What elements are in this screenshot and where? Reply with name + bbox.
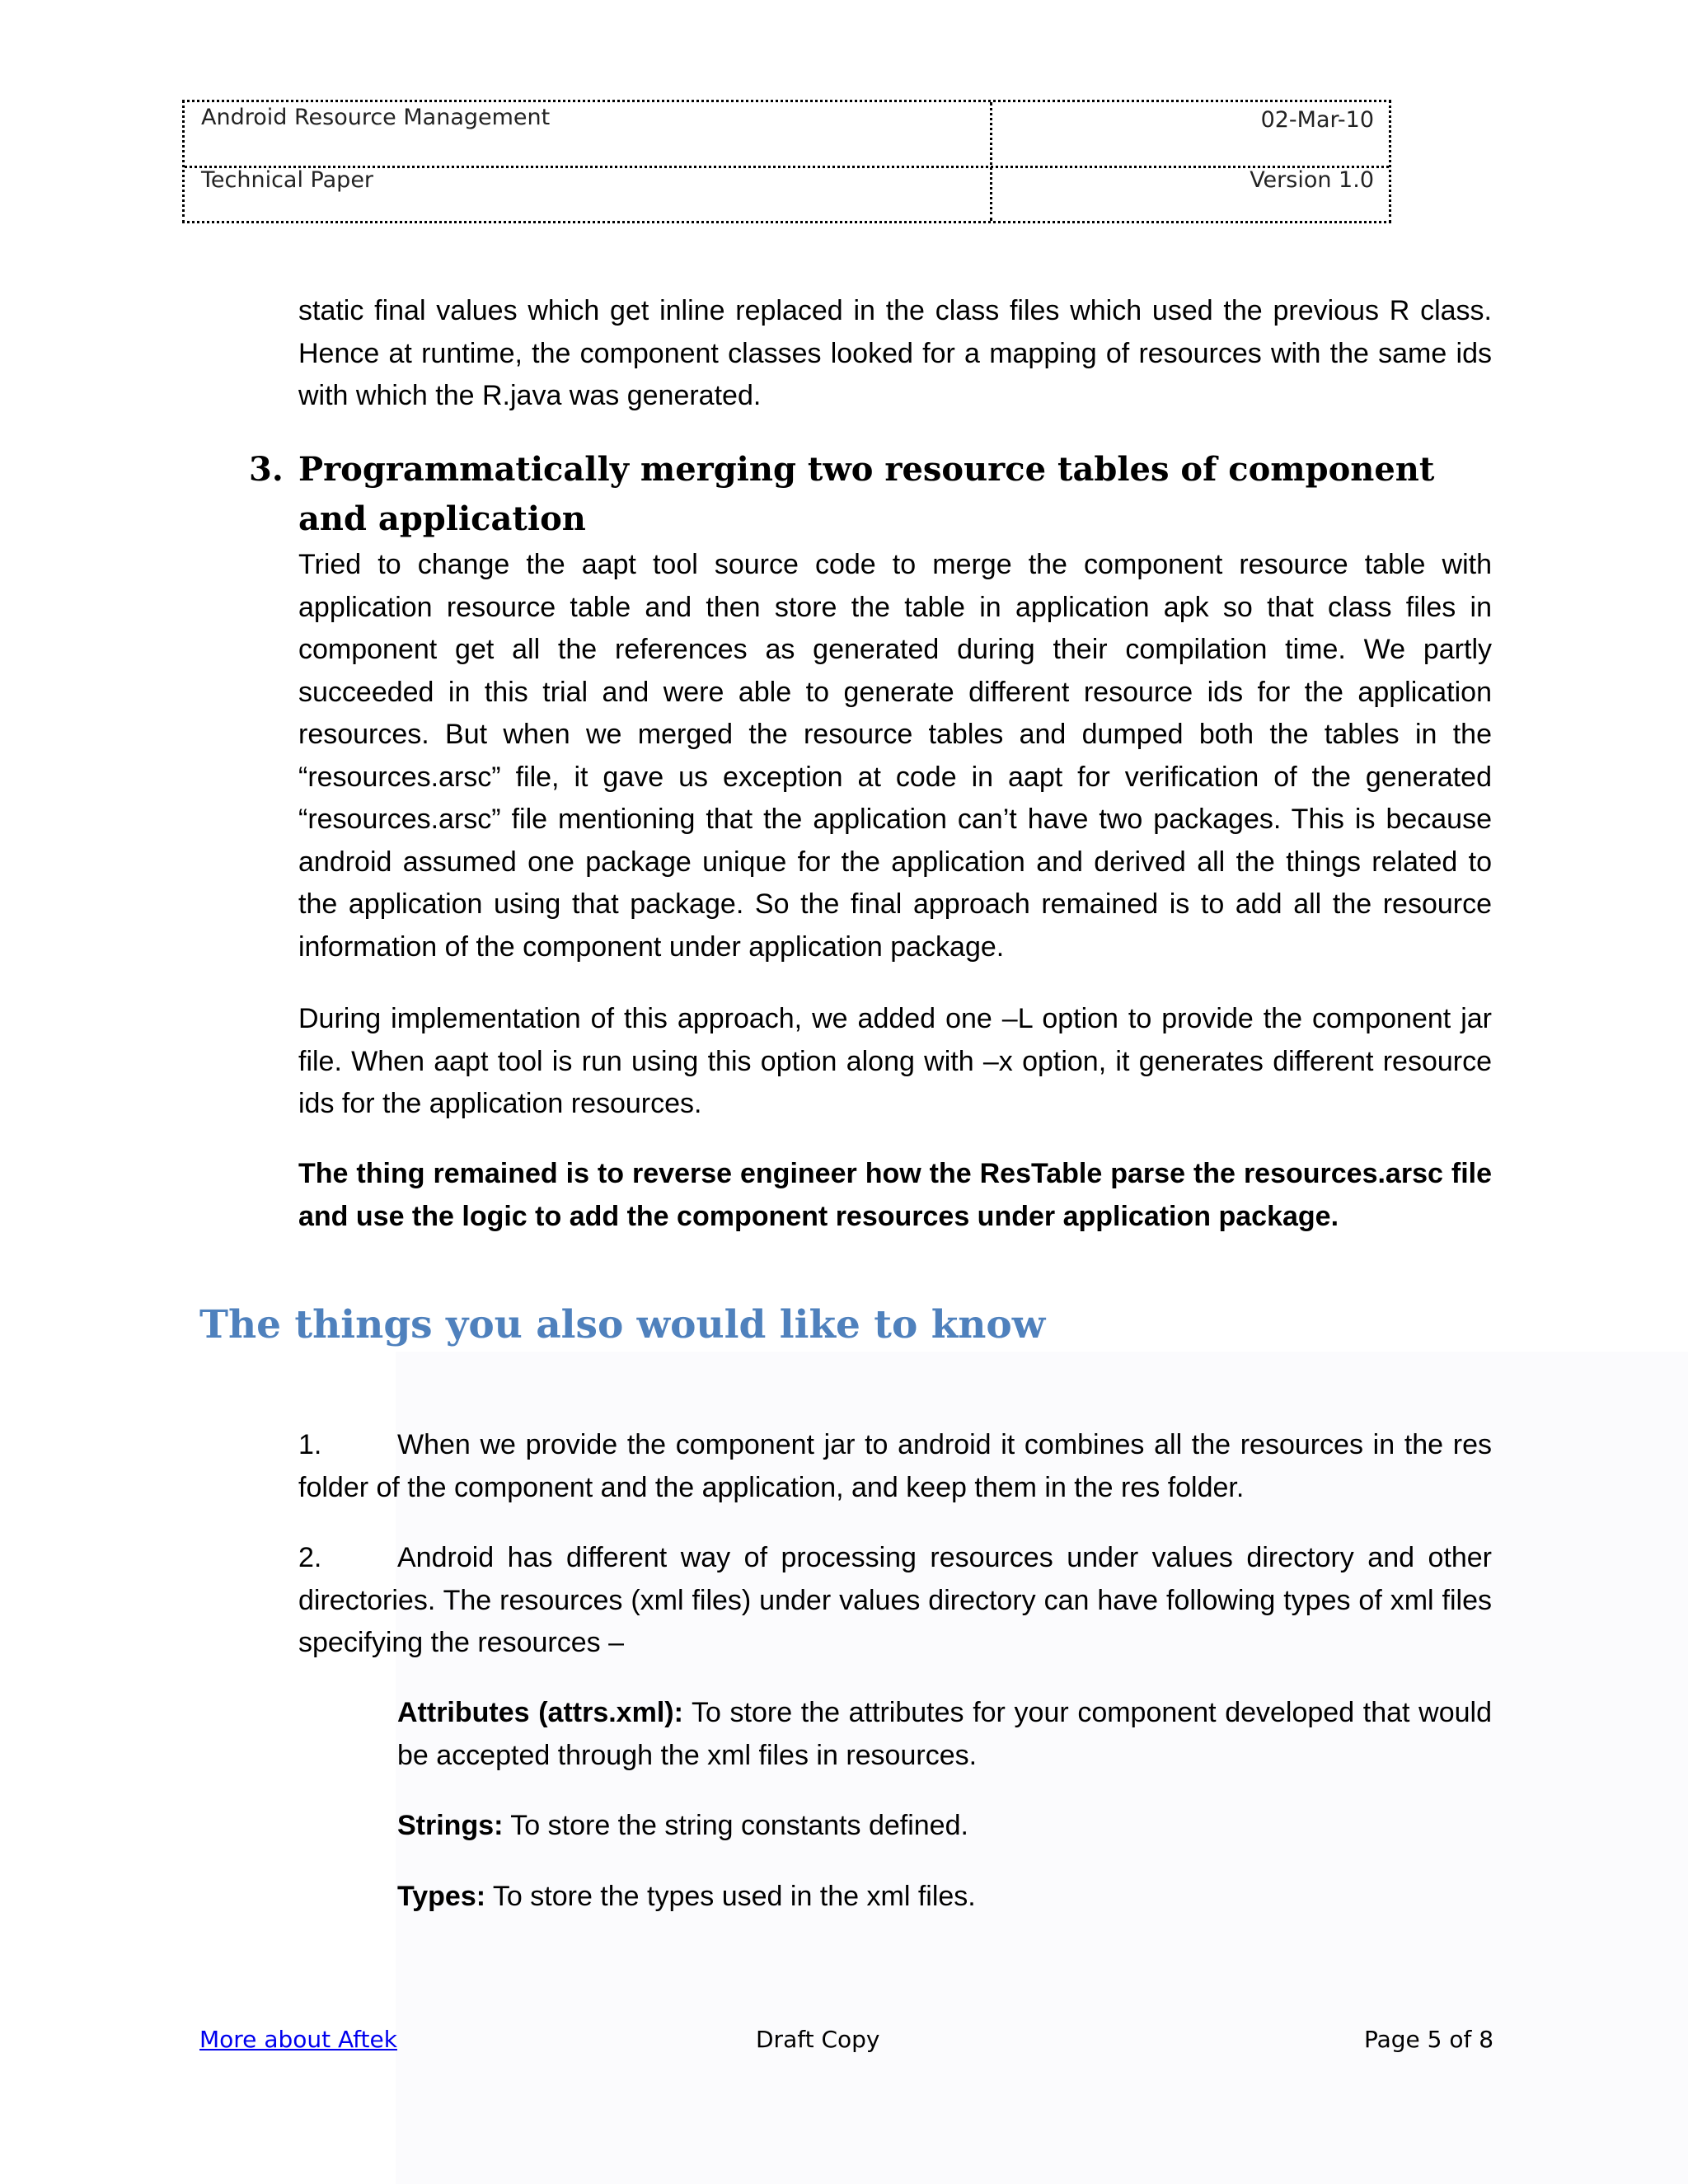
item-2-text: Android has different way of processing resources under values directory and other directories. The resources (xml files) under values directory can have following types of xml files specifying the resources – — [298, 1542, 1492, 1658]
item-2-number: 2. — [298, 1542, 322, 1573]
definition-attributes-term: Attributes (attrs.xml): — [397, 1697, 683, 1728]
header-date: 02-Mar-10 — [1260, 107, 1374, 133]
definition-types-term: Types: — [397, 1881, 486, 1912]
section-3-paragraph-2 — [298, 998, 1492, 1126]
definition-strings-term: Strings: — [397, 1810, 504, 1841]
numbered-item-1 — [298, 1424, 1492, 1509]
section-3-paragraph-3 — [298, 1153, 1492, 1238]
definition-strings — [397, 1805, 1492, 1848]
definition-strings-text: To store the string constants defined. — [503, 1810, 968, 1841]
section-3-heading-text: Programmatically merging two resource tables of component and application — [298, 450, 1435, 538]
section-3-paragraph-1 — [298, 544, 1492, 968]
definition-types — [397, 1876, 1492, 1919]
section-3-number: 3. — [249, 450, 284, 489]
numbered-item-2 — [298, 1537, 1492, 1665]
section-3-paragraph-2-text: During implementation of this approach, we added one –L option to provide the component jar file. When aapt tool is run using this option along with –x option, it generates different resource ids for the application resources. — [298, 1003, 1492, 1119]
item-1-text: When we provide the component jar to android it combines all the resources in the res folder of the component and the application, and keep them in the res folder. — [298, 1429, 1492, 1503]
things-section-title: The things you also would like to know — [199, 1302, 1046, 1347]
definition-attributes-text: To store the attributes for your component developed that would be accepted through the xml files in resources. — [397, 1697, 1492, 1771]
definition-types-text: To store the types used in the xml files. — [485, 1881, 976, 1912]
header-document-title: Android Resource Management — [201, 105, 551, 130]
definition-attributes — [397, 1692, 1492, 1777]
footer-page-number: Page 5 of 8 — [1364, 2026, 1494, 2053]
footer-draft-label: Draft Copy — [756, 2026, 880, 2053]
header-version: Version 1.0 — [1250, 167, 1374, 193]
intro-paragraph — [298, 290, 1492, 418]
section-3-paragraph-3-text: The thing remained is to reverse engineer how the ResTable parse the resources.arsc file and use the logic to add the component resources under application package. — [298, 1158, 1492, 1232]
intro-paragraph-text: static final values which get inline replaced in the class files which used the previous R class. Hence at runtime, the component classes looked for a mapping of resources with the same ids with which the R.java was generated. — [298, 295, 1492, 411]
header-divider-vertical — [990, 102, 992, 221]
document-header-table — [182, 100, 1391, 223]
section-3-paragraph-1-text: Tried to change the aapt tool source code to merge the component resource table with application resource table and then store the table in application apk so that class files in component get all the references as generated during their compilation time. We partly succeeded in this trial and were able to generate different resource ids for the application resources. But when we merged the resource tables and dumped both the tables in the “resources.arsc” file, it gave us exception at code in aapt for verification of the generated “resources.arsc” file mentioning that the application can’t have two packages. This is because android assumed one package unique for the application and derived all the things related to the application using that package. So the final approach remained is to add all the resource information of the component under application package. — [298, 549, 1492, 963]
item-1-number: 1. — [298, 1429, 322, 1460]
header-document-type: Technical Paper — [201, 167, 374, 193]
footer-more-about-link[interactable]: More about Aftek — [199, 2026, 397, 2053]
